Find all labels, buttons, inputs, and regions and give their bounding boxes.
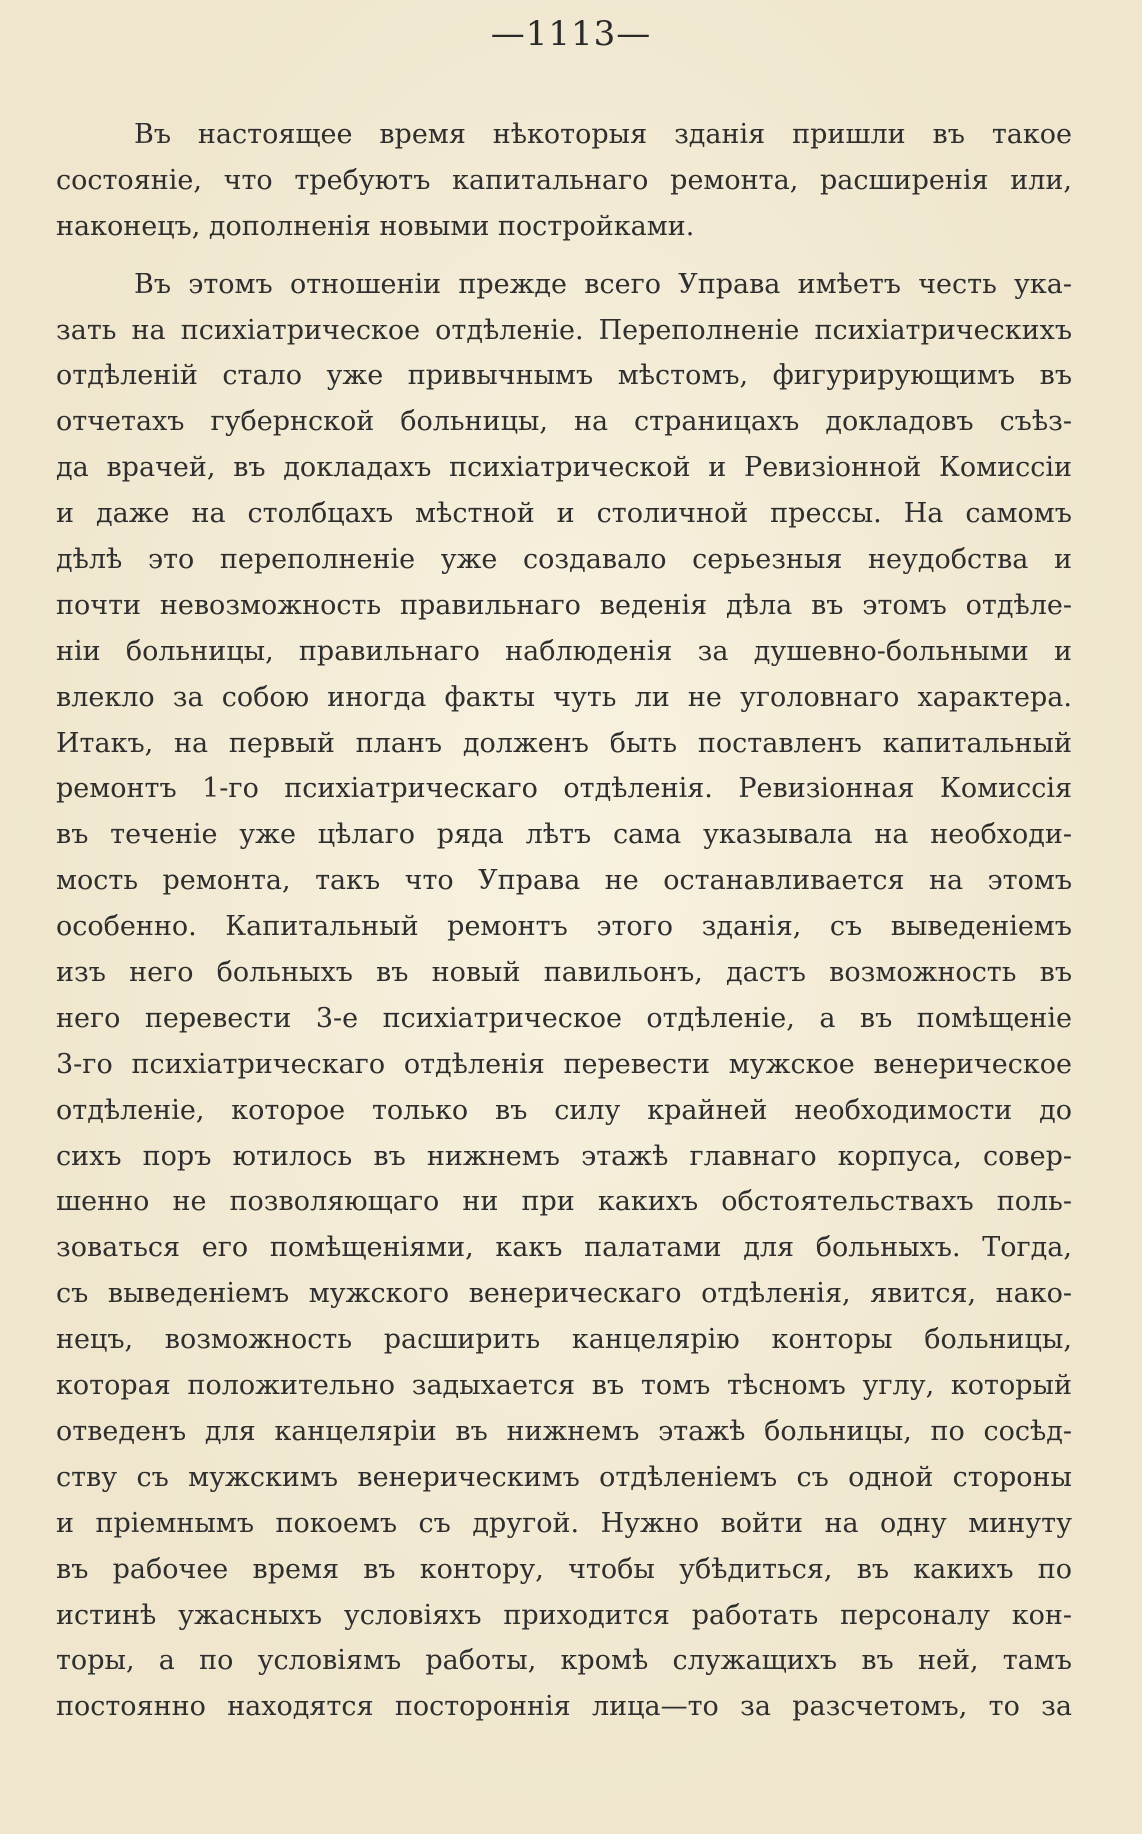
text-line: особенно. Капитальный ремонтъ этого зданія, съ выведеніемъ (56, 911, 1072, 943)
text-line: наконецъ, дополненія новыми постройками. (56, 210, 695, 242)
text-line: да врачей, въ докладахъ психіатрической и Ревизіонной Комиссіи (56, 452, 1072, 484)
text-line: въ теченіе уже цѣлаго ряда лѣтъ сама указывала на необходи- (56, 819, 1072, 851)
text-line: зать на психіатрическое отдѣленіе. Переполненіе психіатрическихъ (56, 314, 1072, 346)
text-line: истинѣ ужасныхъ условіяхъ приходится работать персоналу кон- (56, 1599, 1072, 1631)
text-line: Въ этомъ отношеніи прежде всего Управа имѣетъ честь ука- (134, 268, 1072, 300)
text-line: Итакъ, на первый планъ долженъ быть поставленъ капитальный (56, 727, 1072, 759)
text-line: шенно не позволяющаго ни при какихъ обстоятельствахъ поль- (56, 1186, 1072, 1218)
text-line: отведенъ для канцеляріи въ нижнемъ этажѣ больницы, по сосѣд- (56, 1415, 1072, 1447)
page-number: —1113— (490, 14, 652, 54)
text-line: ніи больницы, правильнаго наблюденія за душевно-больными и (56, 635, 1072, 667)
text-line: влекло за собою иногда факты чуть ли не уголовнаго характера. (56, 681, 1072, 713)
text-line: дѣлѣ это переполненіе уже создавало серьезныя неудобства и (56, 544, 1072, 576)
text-line: Въ настоящее время нѣкоторыя зданія пришли въ такое (134, 119, 1072, 150)
text-line: состояніе, что требуютъ капитальнаго ремонта, расширенія или, (56, 164, 1072, 196)
text-line: него перевести 3-е психіатрическое отдѣленіе, а въ помѣщеніе (56, 1002, 1072, 1034)
text-line: съ выведеніемъ мужского венерическаго отдѣленія, явится, нако- (56, 1278, 1072, 1310)
text-line: ству съ мужскимъ венерическимъ отдѣленіемъ съ одной стороны (56, 1461, 1072, 1493)
text-line: и даже на столбцахъ мѣстной и столичной прессы. На самомъ (56, 498, 1072, 530)
text-line: и пріемнымъ покоемъ съ другой. Нужно войти на одну минуту (56, 1507, 1072, 1539)
text-line: сихъ поръ ютилось въ нижнемъ этажѣ главнаго корпуса, совер- (56, 1140, 1072, 1172)
text-line: мость ремонта, такъ что Управа не останавливается на этомъ (56, 865, 1072, 897)
body-text (56, 112, 1072, 1730)
text-line: отчетахъ губернской больницы, на страницахъ докладовъ съѣз- (56, 406, 1072, 438)
text-line: ремонтъ 1-го психіатрическаго отдѣленія. Ревизіонная Комиссія (56, 773, 1072, 805)
text-line: отдѣленій стало уже привычнымъ мѣстомъ, фигурирующимъ въ (56, 360, 1072, 392)
text-line: въ рабочее время въ контору, чтобы убѣдиться, въ какихъ по (56, 1553, 1072, 1585)
text-line: 3-го психіатрическаго отдѣленія перевести мужское венерическое (56, 1048, 1072, 1080)
text-line: постоянно находятся постороннія лица—то за разсчетомъ, то за (56, 1691, 1072, 1723)
text-line: которая положительно задыхается въ томъ тѣсномъ углу, который (56, 1370, 1072, 1402)
paragraph-1 (56, 112, 1072, 250)
paragraph-2 (56, 262, 1072, 1731)
text-line: почти невозможность правильнаго веденія дѣла въ этомъ отдѣле- (56, 589, 1072, 621)
text-line: зоваться его помѣщеніями, какъ палатами для больныхъ. Тогда, (56, 1232, 1072, 1264)
text-line: нецъ, возможность расширить канцелярію конторы больницы, (56, 1324, 1072, 1356)
text-line: торы, а по условіямъ работы, кромѣ служащихъ въ ней, тамъ (56, 1645, 1072, 1677)
text-line: изъ него больныхъ въ новый павильонъ, дастъ возможность въ (56, 957, 1072, 989)
text-line: отдѣленіе, которое только въ силу крайней необходимости до (56, 1094, 1072, 1126)
